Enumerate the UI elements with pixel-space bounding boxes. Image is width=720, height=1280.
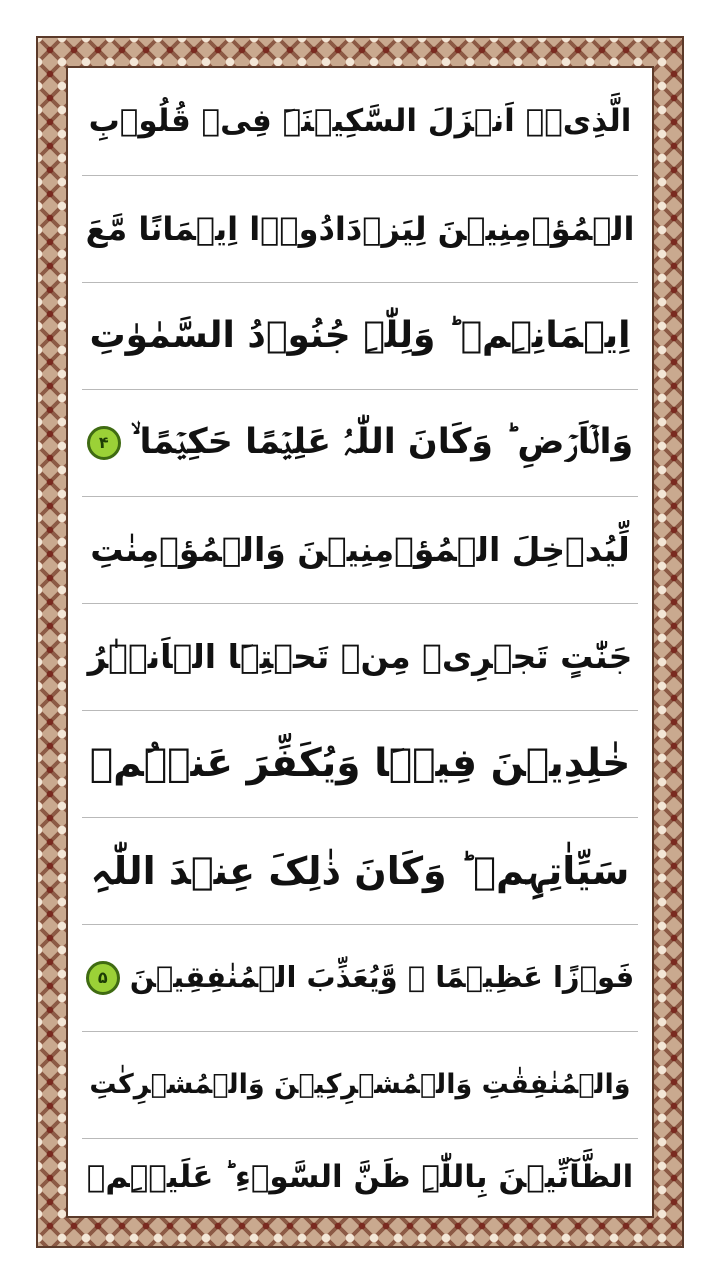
verse-line-8 (82, 817, 638, 925)
verse-line-9 (82, 924, 638, 1032)
verse-line-text: سَیِّاٰتِہِمۡ ؕ وَکَانَ ذٰلِکَ عِنۡدَ اللّٰہِ (90, 848, 630, 893)
verse-line-7 (82, 710, 638, 818)
verse-line-text: وَالۡمُنٰفِقٰتِ وَالۡمُشۡرِکِیۡنَ وَالۡمُشۡرِکٰتِ (89, 1069, 631, 1100)
verse-line-5 (82, 496, 638, 604)
verse-line-11 (82, 1138, 638, 1216)
verse-line-text: وَالۡاَرۡضِ ؕ وَکَانَ اللّٰہُ عَلِیۡمًا حَکِیۡمًا ۙ (130, 422, 634, 462)
verse-line-text: فَوۡزًا عَظِیۡمًا ۙ وَّیُعَذِّبَ الۡمُنٰفِقِیۡنَ (129, 960, 635, 994)
verse-line-text: لِّیُدۡخِلَ الۡمُؤۡمِنِیۡنَ وَالۡمُؤۡمِنٰتِ (90, 530, 630, 569)
verse-line-2 (82, 175, 638, 283)
verse-line-4 (82, 389, 638, 497)
verse-line-text: الَّذِیۡۤ اَنۡزَلَ السَّکِیۡنَۃَ فِیۡ قُلُوۡبِ (88, 103, 632, 139)
verse-line-text: خٰلِدِیۡنَ فِیۡہَا وَیُکَفِّرَ عَنۡہُمۡ (89, 741, 631, 786)
verse-line-6 (82, 603, 638, 711)
verse-line-10 (82, 1031, 638, 1139)
verse-line-text: اِیۡمَانِہِمۡ ؕ وَلِلّٰہِ جُنُوۡدُ السَّمٰوٰتِ (89, 314, 631, 356)
verse-line-text: جَنّٰتٍ تَجۡرِیۡ مِنۡ تَحۡتِہَا الۡاَنۡہٰرُ (87, 637, 633, 676)
ayah-number-marker-icon: ۵ (86, 961, 120, 995)
verse-line-1 (82, 68, 638, 176)
verse-line-3 (82, 282, 638, 390)
ayah-number-marker-icon: ۴ (87, 426, 121, 460)
verse-text-panel (68, 68, 652, 1216)
verse-line-text: الۡمُؤۡمِنِیۡنَ لِیَزۡدَادُوۡۤا اِیۡمَانًا مَّعَ (85, 209, 635, 248)
verse-line-text: الظَّآنِّیۡنَ بِاللّٰہِ ظَنَّ السَّوۡءِ ؕ عَلَیۡہِمۡ (86, 1158, 634, 1195)
